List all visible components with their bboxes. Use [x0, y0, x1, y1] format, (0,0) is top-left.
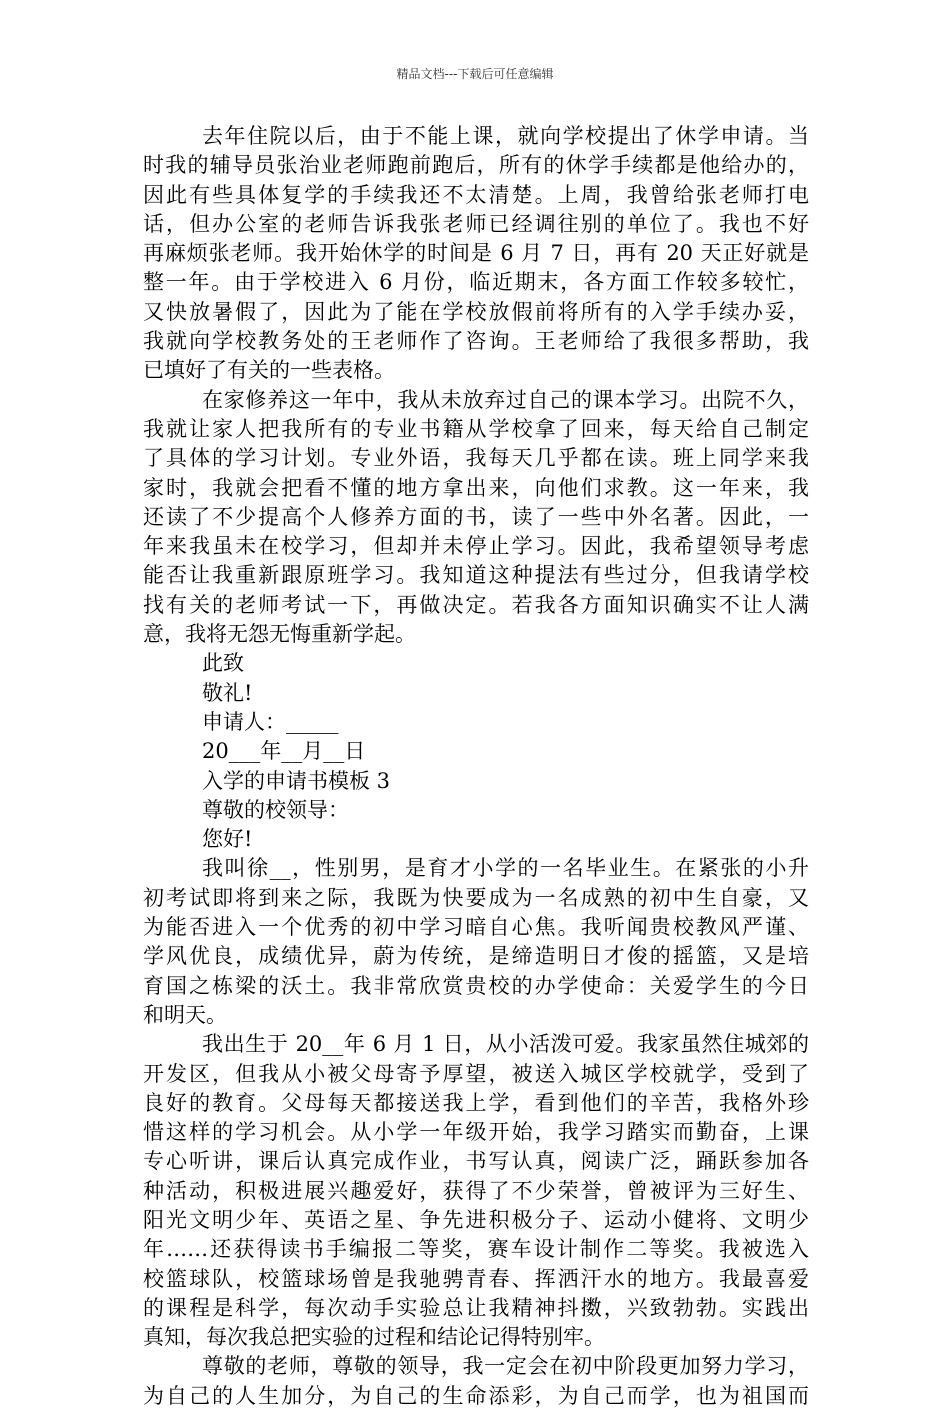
text-line: 真知，每次我总把实验的过程和结论记得特别牢。	[143, 1325, 605, 1350]
text-line: 此致	[202, 651, 244, 676]
text-line: 我就向学校教务处的王老师作了咨询。王老师给了我很多帮助，我	[143, 329, 809, 354]
text-line: 整一年。由于学校进入 6 月份，临近期末，各方面工作较多较忙，	[143, 270, 809, 295]
text-line: 入学的申请书模板 3	[202, 768, 391, 793]
text-line: 良好的教育。父母每天都接送我上学，看到他们的辛苦，我格外珍	[143, 1090, 809, 1115]
text-line: 您好!	[202, 827, 253, 852]
text-line: 又快放暑假了，因此为了能在学校放假前将所有的入学手续办妥，	[143, 299, 809, 324]
text-line: 意，我将无怨无悔重新学起。	[143, 622, 416, 647]
text-line: 了具体的学习计划。专业外语，我每天几乎都在读。班上同学来我	[143, 446, 809, 471]
text-line: 阳光文明少年、英语之星、争先进积极分子、运动小健将、文明少	[143, 1207, 809, 1232]
text-line: 年来我虽未在校学习，但却并未停止学习。因此，我希望领导考虑	[143, 534, 809, 559]
text-line: 话，但办公室的老师告诉我张老师已经调往别的单位了。我也不好	[143, 211, 809, 236]
text-line: 学风优良，成绩优异，蔚为传统，是缔造明日才俊的摇篮，又是培	[143, 944, 809, 969]
text-line: 校篮球队，校篮球场曾是我驰骋青春、挥洒汗水的地方。我最喜爱	[143, 1266, 809, 1291]
text-line: 20___年__月__日	[202, 739, 366, 764]
text-line: 的课程是科学，每次动手实验总让我精神抖擞，兴致勃勃。实践出	[143, 1295, 809, 1320]
text-line: 在家修养这一年中，我从未放弃过自己的课本学习。出院不久，	[202, 387, 809, 412]
text-line: 我叫徐__，性别男，是育才小学的一名毕业生。在紧张的小升	[202, 856, 809, 881]
text-line: 找有关的老师考试一下，再做决定。若我各方面知识确实不让人满	[143, 592, 809, 617]
text-line: 初考试即将到来之际，我既为快要成为一名成熟的初中生自豪，又	[143, 885, 809, 910]
text-line: 种活动，积极进展兴趣爱好，获得了不少荣誉，曾被评为三好生、	[143, 1178, 809, 1203]
text-line: 育国之栋梁的沃土。我非常欣赏贵校的办学使命：关爱学生的今日	[143, 973, 809, 998]
text-line: 家时，我就会把看不懂的地方拿出来，向他们求教。这一年来，我	[143, 475, 809, 500]
text-line: 开发区，但我从小被父母寄予厚望，被送入城区学校就学，受到了	[143, 1061, 809, 1086]
text-line: 申请人：_____	[202, 709, 339, 734]
text-line: 我就让家人把我所有的专业书籍从学校拿了回来，每天给自己制定	[143, 416, 809, 441]
document-body	[143, 122, 809, 1411]
text-line: 尊敬的校领导：	[202, 797, 349, 822]
text-line: 为能否进入一个优秀的初中学习暗自心焦。我听闻贵校教风严谨、	[143, 915, 809, 940]
text-line: 去年住院以后，由于不能上课，就向学校提出了休学申请。当	[202, 124, 809, 148]
text-line: 时我的辅导员张治业老师跑前跑后，所有的休学手续都是他给办的，	[143, 153, 809, 178]
text-line: 敬礼!	[202, 680, 253, 705]
page-header: 精品文档---下载后可任意编辑	[396, 67, 554, 81]
text-line: 为自己的人生加分，为自己的生命添彩，为自己而学，也为祖国而	[143, 1383, 809, 1408]
text-line: 我出生于 20__年 6 月 1 日，从小活泼可爱。我家虽然住城郊的	[202, 1032, 809, 1057]
text-line: 年……还获得读书手编报二等奖，赛车设计制作二等奖。我被选入	[143, 1237, 809, 1262]
text-line: 和明天。	[143, 1002, 227, 1027]
text-line: 能否让我重新跟原班学习。我知道这种提法有些过分，但我请学校	[143, 563, 809, 588]
text-line: 专心听讲，课后认真完成作业，书写认真，阅读广泛，踊跃参加各	[143, 1149, 809, 1174]
text-line: 还读了不少提高个人修养方面的书，读了一些中外名著。因此，一	[143, 504, 809, 529]
text-line: 尊敬的老师，尊敬的领导，我一定会在初中阶段更加努力学习，	[202, 1354, 809, 1379]
text-line: 因此有些具体复学的手续我还不太清楚。上周，我曾给张老师打电	[143, 182, 809, 207]
text-line: 已填好了有关的一些表格。	[143, 358, 395, 383]
text-line: 再麻烦张老师。我开始休学的时间是 6 月 7 日，再有 20 天正好就是	[143, 241, 809, 266]
text-line: 惜这样的学习机会。从小学一年级开始，我学习踏实而勤奋，上课	[143, 1120, 809, 1145]
